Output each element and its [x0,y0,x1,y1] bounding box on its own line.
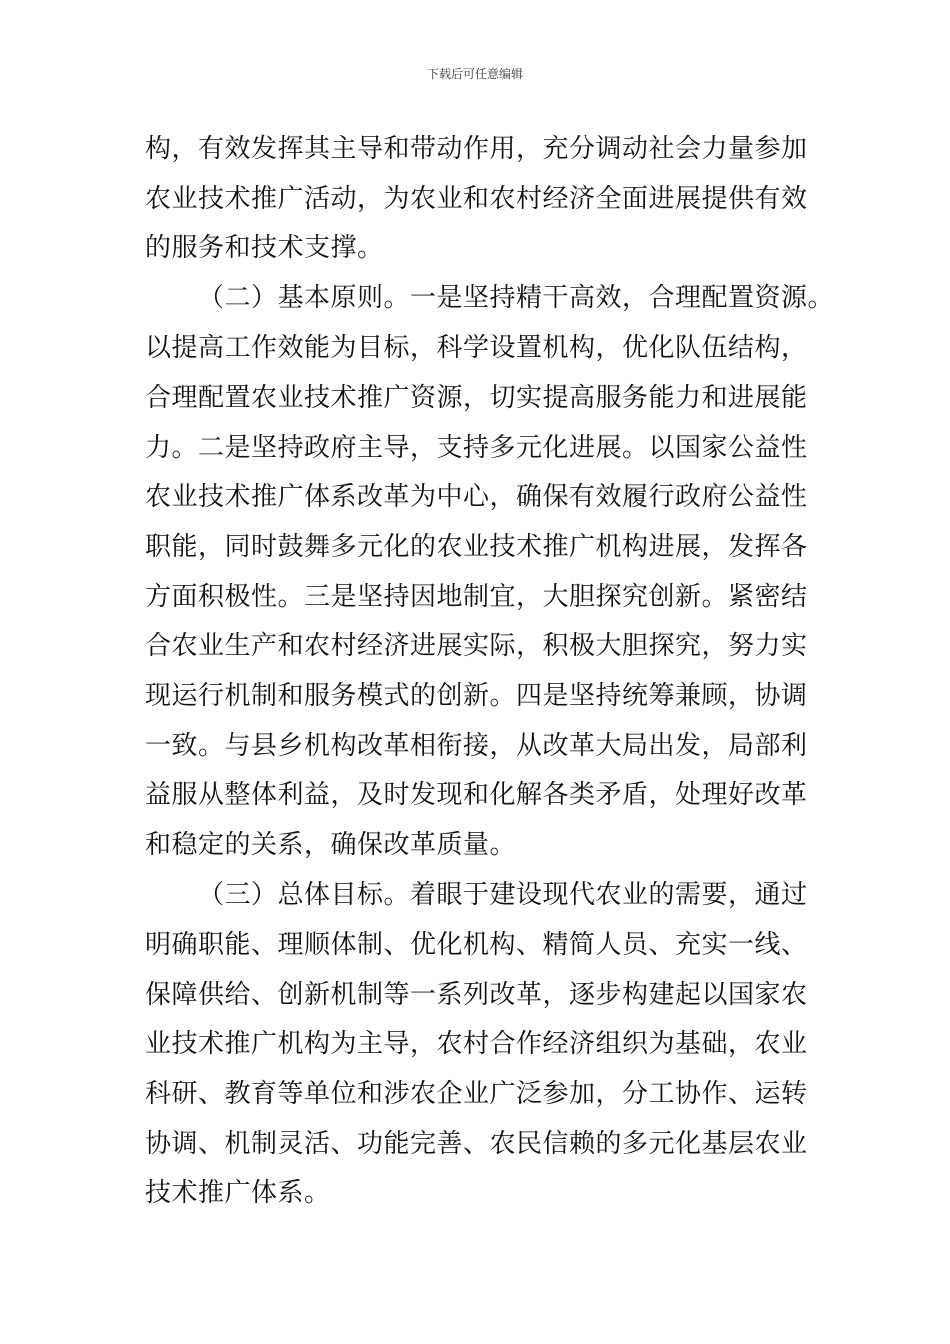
body-text-line: 一致。与县乡机构改革相衔接，从改革大局出发，局部利 [145,731,808,761]
body-text-line: 以提高工作效能为目标，科学设置机构，优化队伍结构， [145,333,808,363]
body-text-line: （二）基本原则。一是坚持精干高效，合理配置资源。 [198,283,835,313]
body-text-line: 构，有效发挥其主导和带动作用，充分调动社会力量参加 [145,134,808,164]
body-text-line: 技术推广体系。 [145,1178,331,1208]
body-text-line: 明确职能、理顺体制、优化机构、精简人员、充实一线、 [145,930,808,960]
body-text-line: （三）总体目标。着眼于建设现代农业的需要，通过 [198,880,808,910]
body-text-line: 协调、机制灵活、功能完善、农民信赖的多元化基层农业 [145,1129,808,1159]
body-text-line: 的服务和技术支撑。 [145,233,384,263]
body-text-line: 业技术推广机构为主导，农村合作经济组织为基础，农业 [145,1029,808,1059]
body-text-line: 合农业生产和农村经济进展实际，积极大胆探究，努力实 [145,631,808,661]
body-text-line: 职能，同时鼓舞多元化的农业技术推广机构进展，发挥各 [145,532,808,562]
body-text-line: 益服从整体利益，及时发现和化解各类矛盾，处理好改革 [145,780,808,810]
body-text-line: 农业技术推广体系改革为中心，确保有效履行政府公益性 [145,482,808,512]
body-text-line: 保障供给、创新机制等一系列改革，逐步构建起以国家农 [145,980,808,1010]
body-text-line: 方面积极性。三是坚持因地制宜，大胆探究创新。紧密结 [145,582,808,612]
body-text-line: 力。二是坚持政府主导，支持多元化进展。以国家公益性 [145,433,808,463]
body-text-line: 农业技术推广活动，为农业和农村经济全面进展提供有效 [145,184,808,214]
page-header: 下载后可任意编辑 [426,67,523,81]
body-text-line: 合理配置农业技术推广资源，切实提高服务能力和进展能 [145,383,808,413]
body-text-line: 和稳定的关系，确保改革质量。 [145,830,517,860]
body-text-line: 科研、教育等单位和涉农企业广泛参加，分工协作、运转 [145,1079,808,1109]
body-text-line: 现运行机制和服务模式的创新。四是坚持统筹兼顾，协调 [145,681,808,711]
